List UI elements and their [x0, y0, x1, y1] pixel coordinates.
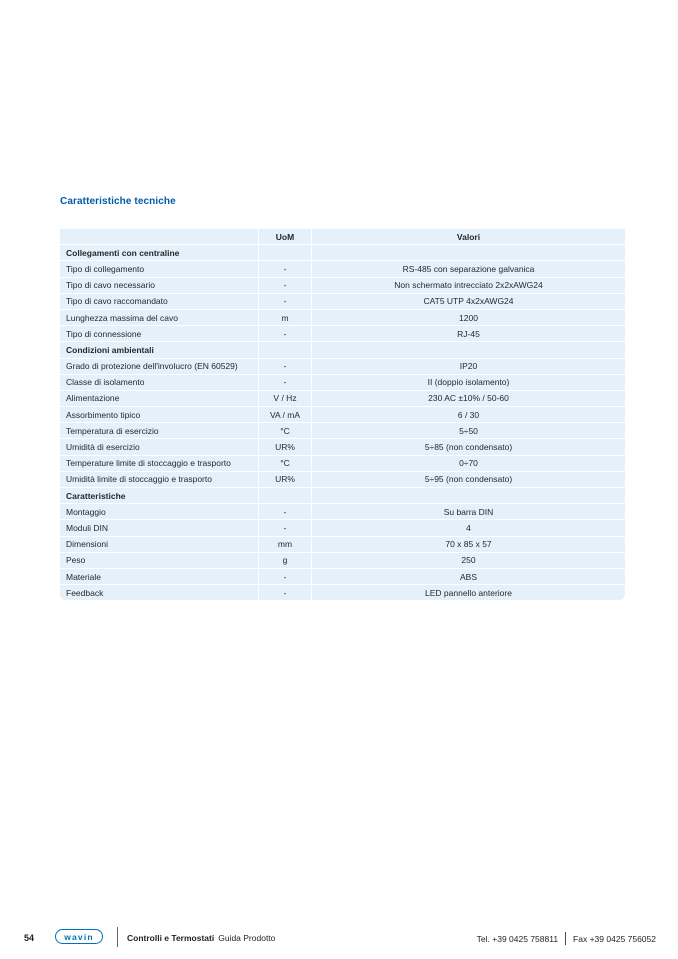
row-label: Feedback: [60, 585, 258, 600]
header-uom-cell: UoM: [259, 229, 311, 244]
table-section-row: [60, 342, 625, 357]
row-uom: -: [259, 294, 311, 309]
telephone-number: Tel. +39 0425 758811: [476, 933, 559, 944]
wavin-logo-text: wavin: [64, 931, 94, 942]
row-value: RJ-45: [312, 326, 625, 341]
row-value: Su barra DIN: [312, 504, 625, 519]
row-uom: -: [259, 278, 311, 293]
table-row: [60, 569, 625, 584]
row-value: [312, 488, 625, 503]
row-label: Materiale: [60, 569, 258, 584]
fax-number: Fax +39 0425 756052: [573, 933, 656, 944]
row-label: Tipo di connessione: [60, 326, 258, 341]
row-uom: -: [259, 375, 311, 390]
row-value: 0÷70: [312, 456, 625, 471]
row-uom: -: [259, 504, 311, 519]
footer-contact: [477, 932, 656, 945]
row-uom: mm: [259, 537, 311, 552]
table-header-row: [60, 229, 625, 244]
contact-divider: [565, 932, 566, 945]
row-value: ABS: [312, 569, 625, 584]
table-row: [60, 504, 625, 519]
row-label: Tipo di cavo necessario: [60, 278, 258, 293]
header-empty-cell: [60, 229, 258, 244]
row-uom: °C: [259, 456, 311, 471]
row-value: [312, 342, 625, 357]
row-label: Moduli DIN: [60, 520, 258, 535]
row-value: Non schermato intrecciato 2x2xAWG24: [312, 278, 625, 293]
table-row: [60, 456, 625, 471]
row-label: Temperature limite di stoccaggio e trasporto: [60, 456, 258, 471]
row-value: 6 / 30: [312, 407, 625, 422]
table-row: [60, 391, 625, 406]
table-row: [60, 537, 625, 552]
page-number: 54: [24, 933, 35, 943]
row-label: Temperatura di esercizio: [60, 423, 258, 438]
row-uom: -: [259, 520, 311, 535]
row-value: 5÷50: [312, 423, 625, 438]
row-value: 5÷95 (non condensato): [312, 472, 625, 487]
row-uom: °C: [259, 423, 311, 438]
header-valori-cell: Valori: [312, 229, 625, 244]
row-uom: m: [259, 310, 311, 325]
document-title-bold: Controlli e Termostati: [127, 933, 215, 943]
document-title: [127, 933, 275, 943]
table-row: [60, 310, 625, 325]
table-section-row: [60, 488, 625, 503]
row-value: II (doppio isolamento): [312, 375, 625, 390]
table-row: [60, 553, 625, 568]
row-uom: [259, 488, 311, 503]
table-row: [60, 359, 625, 374]
row-label: Collegamenti con centraline: [60, 245, 258, 260]
row-label: Assorbimento tipico: [60, 407, 258, 422]
row-uom: [259, 245, 311, 260]
row-label: Peso: [60, 553, 258, 568]
row-uom: -: [259, 261, 311, 276]
page-title: Caratteristiche tecniche: [60, 196, 176, 207]
document-title-regular: Guida Prodotto: [218, 933, 276, 943]
row-label: Tipo di collegamento: [60, 261, 258, 276]
row-label: Grado di protezione dell'involucro (EN 60529): [60, 359, 258, 374]
row-label: Umidità di esercizio: [60, 439, 258, 454]
footer-divider: [117, 927, 118, 947]
table-row: [60, 375, 625, 390]
page-footer: [0, 925, 678, 951]
table-row: [60, 261, 625, 276]
row-uom: UR%: [259, 472, 311, 487]
table-row: [60, 520, 625, 535]
row-uom: VA / mA: [259, 407, 311, 422]
row-value: RS-485 con separazione galvanica: [312, 261, 625, 276]
table-row: [60, 439, 625, 454]
row-uom: -: [259, 326, 311, 341]
specifications-table: [60, 229, 625, 600]
row-value: 250: [312, 553, 625, 568]
row-label: Classe di isolamento: [60, 375, 258, 390]
row-label: Alimentazione: [60, 391, 258, 406]
row-value: 1200: [312, 310, 625, 325]
row-uom: -: [259, 359, 311, 374]
wavin-logo: [55, 929, 103, 944]
table-row: [60, 407, 625, 422]
row-value: 5÷85 (non condensato): [312, 439, 625, 454]
table-row: [60, 423, 625, 438]
row-value: CAT5 UTP 4x2xAWG24: [312, 294, 625, 309]
row-label: Umidità limite di stoccaggio e trasporto: [60, 472, 258, 487]
row-label: Caratteristiche: [60, 488, 258, 503]
table-section-row: [60, 245, 625, 260]
row-label: Lunghezza massima del cavo: [60, 310, 258, 325]
row-uom: V / Hz: [259, 391, 311, 406]
row-uom: [259, 342, 311, 357]
table-row: [60, 472, 625, 487]
row-label: Montaggio: [60, 504, 258, 519]
row-uom: UR%: [259, 439, 311, 454]
row-value: LED pannello anteriore: [312, 585, 625, 600]
row-uom: -: [259, 585, 311, 600]
row-value: [312, 245, 625, 260]
table-row: [60, 278, 625, 293]
table-row: [60, 294, 625, 309]
table-row: [60, 585, 625, 600]
row-value: 230 AC ±10% / 50-60: [312, 391, 625, 406]
row-value: 70 x 85 x 57: [312, 537, 625, 552]
row-uom: -: [259, 569, 311, 584]
row-label: Condizioni ambientali: [60, 342, 258, 357]
row-value: IP20: [312, 359, 625, 374]
table-row: [60, 326, 625, 341]
row-uom: g: [259, 553, 311, 568]
row-label: Dimensioni: [60, 537, 258, 552]
row-value: 4: [312, 520, 625, 535]
row-label: Tipo di cavo raccomandato: [60, 294, 258, 309]
